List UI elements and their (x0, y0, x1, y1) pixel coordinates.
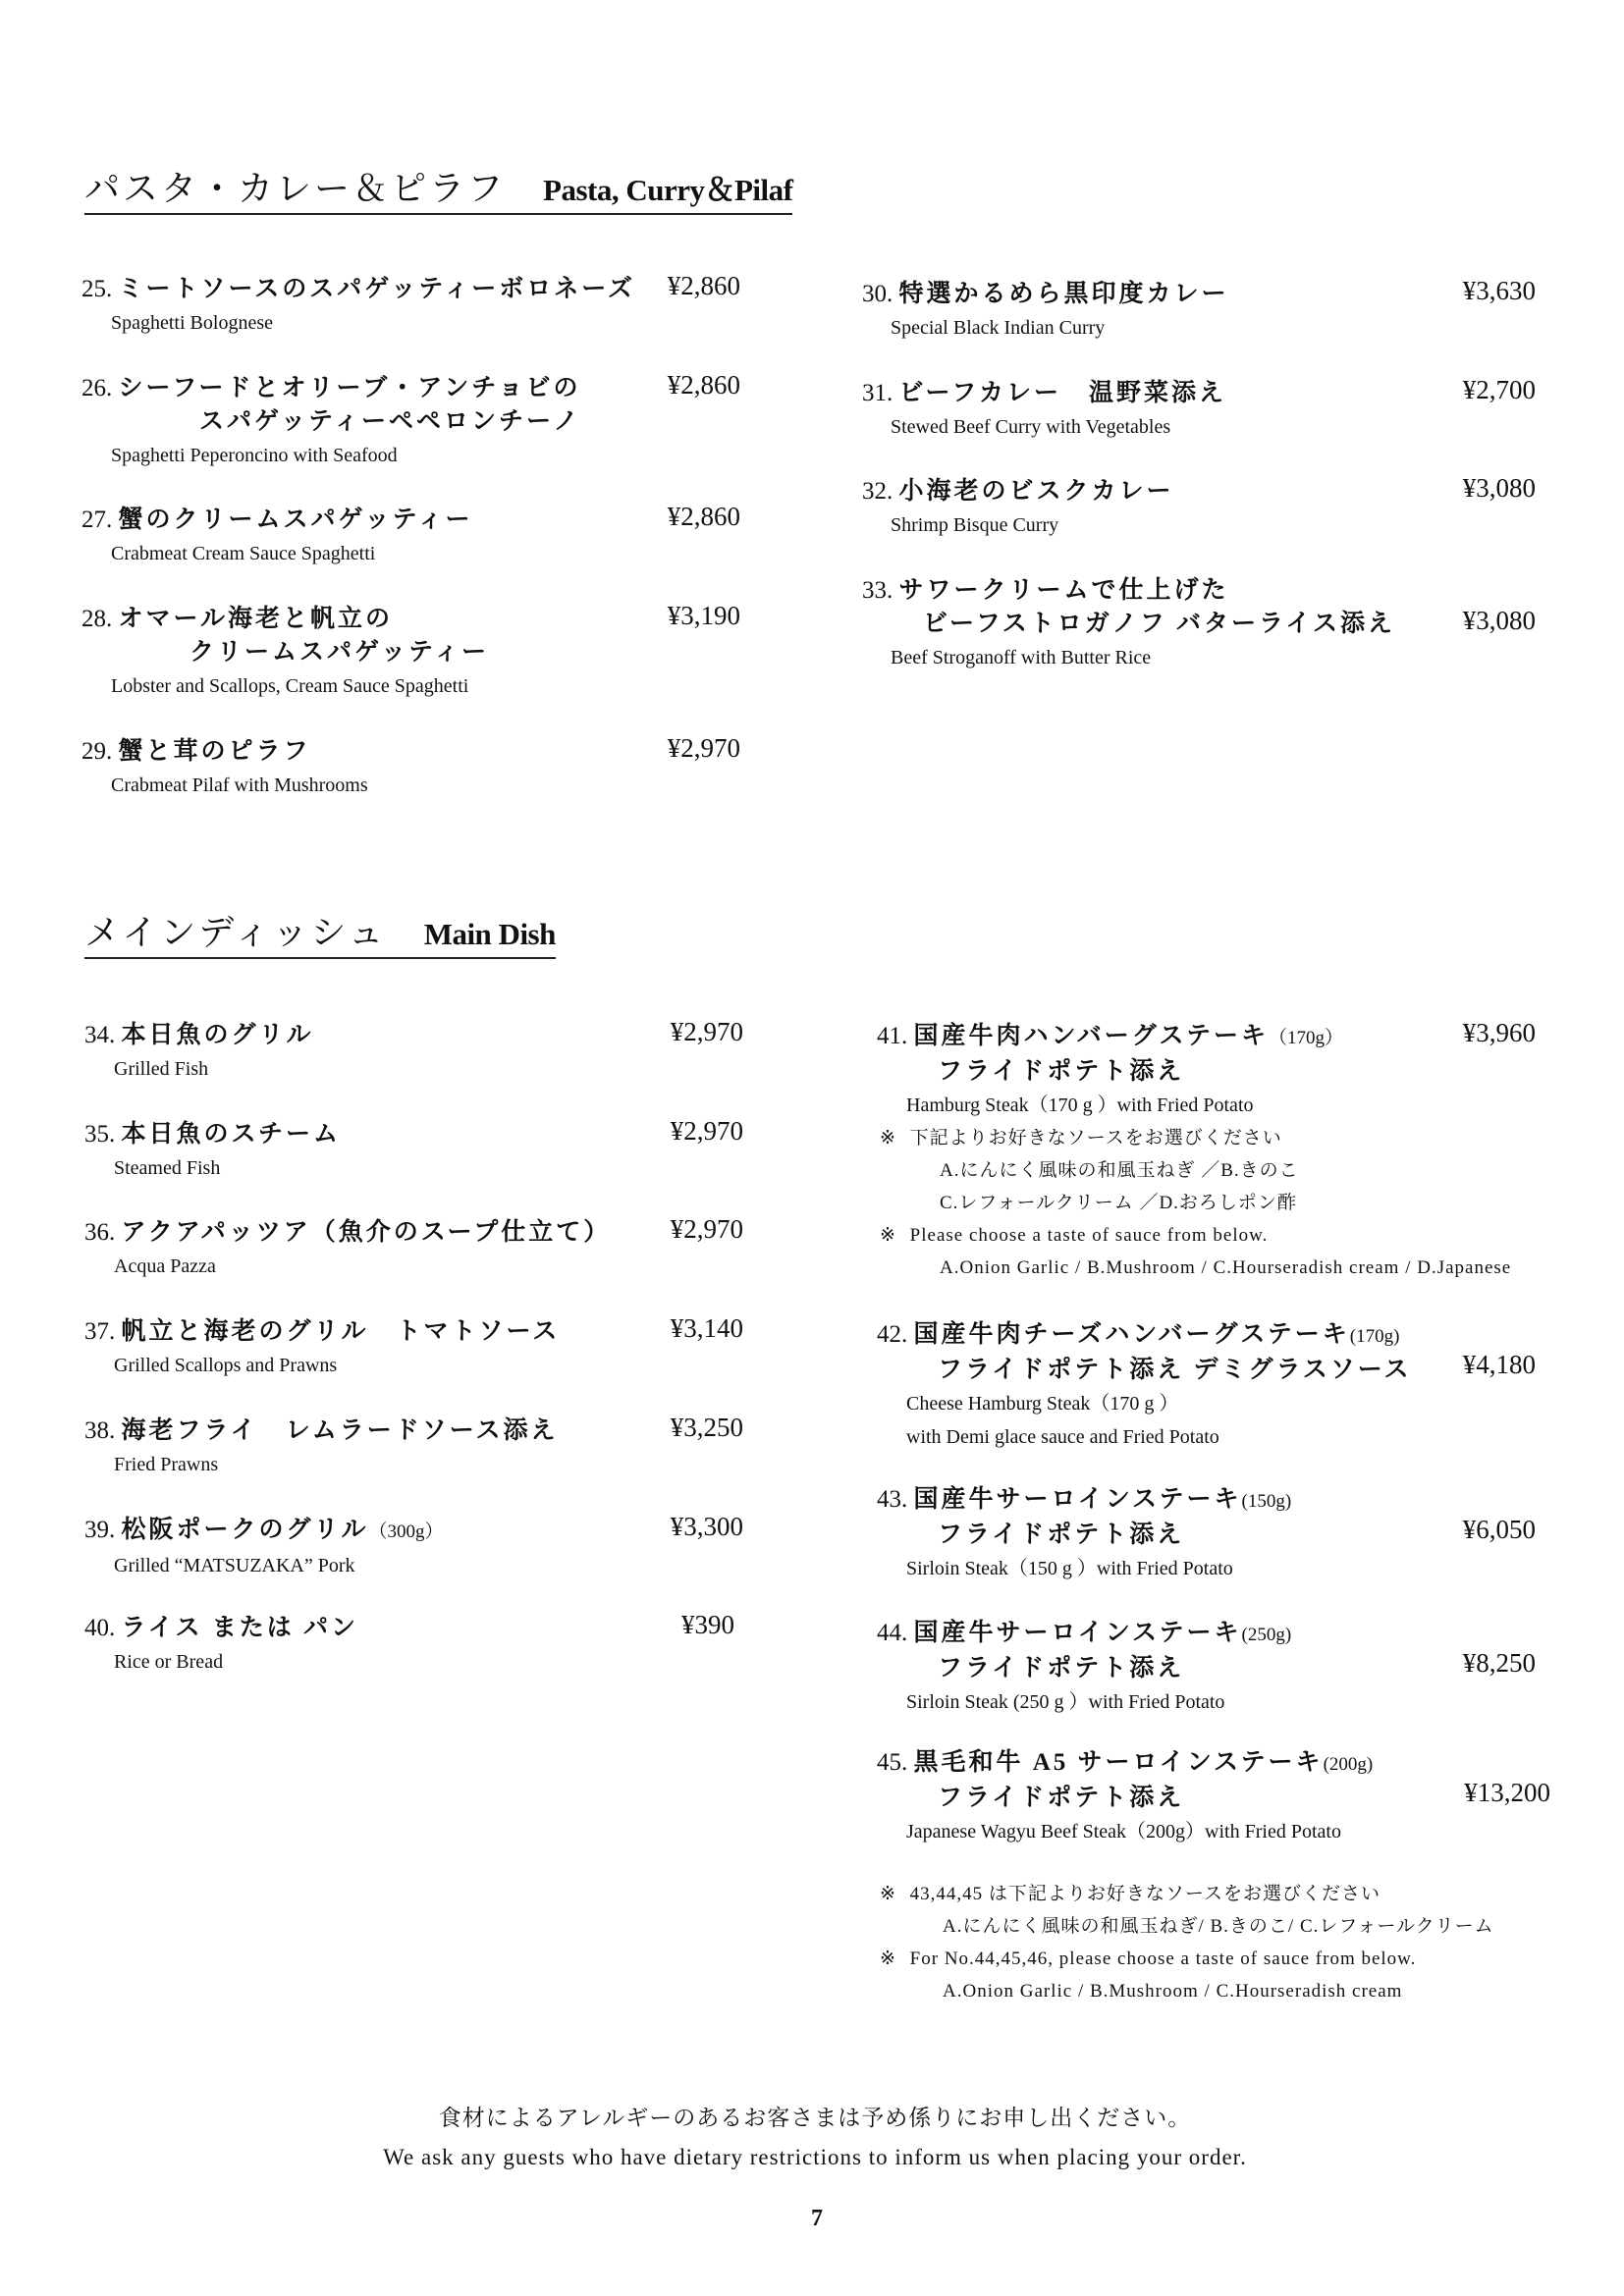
item-price: ¥2,970 (670, 1116, 743, 1146)
item-name-jp (877, 1617, 1291, 1652)
item-price: ¥3,080 (1462, 473, 1536, 503)
note-line (880, 1943, 1494, 1975)
item-size: (200g) (1323, 1754, 1374, 1775)
item-name-jp (84, 1514, 444, 1549)
item-name-line: 帆立と海老のグリル トマトソース (121, 1318, 561, 1345)
item-name-en: Beef Stroganoff with Butter Rice (891, 647, 1152, 668)
menu-item (81, 735, 368, 802)
item-number: 33. (862, 577, 899, 604)
item-price: ¥3,630 (1462, 276, 1536, 305)
section-title-jp: パスタ・カレー＆ピラフ (84, 169, 507, 208)
item-price: ¥2,860 (667, 271, 740, 300)
menu-item (84, 1612, 358, 1679)
note-line (880, 1878, 1494, 1910)
menu-item (81, 372, 581, 472)
item-price: ¥8,250 (1462, 1648, 1536, 1678)
item-name-en: Special Black Indian Curry (891, 317, 1106, 339)
item-name-line: 国産牛サーロインステーキ (913, 1486, 1242, 1513)
item-price: ¥13,200 (1464, 1778, 1550, 1807)
item-price: ¥2,970 (670, 1214, 743, 1244)
item-name-en: Rice or Bread (114, 1651, 224, 1673)
section-header-main (84, 905, 556, 959)
item-price: ¥3,960 (1462, 1018, 1536, 1047)
menu-item (81, 504, 473, 570)
item-name-line: ビーフカレー 温野菜添え (898, 380, 1227, 406)
item-name-jp (862, 475, 1174, 508)
menu-item (84, 1118, 341, 1185)
item-price: ¥3,140 (670, 1313, 743, 1343)
item-number: 30. (862, 281, 899, 307)
item-size: (250g) (1241, 1625, 1292, 1645)
allergy-notice (0, 2099, 1624, 2177)
item-name-en: Stewed Beef Curry with Vegetables (891, 416, 1171, 438)
section-title-en: Main Dish (423, 917, 556, 951)
item-number: 27. (81, 507, 119, 533)
item-sauce-options (880, 1122, 1511, 1284)
item-price: ¥3,190 (667, 601, 740, 630)
note-mark-icon: ※ (880, 1884, 902, 1904)
item-name-line: フライドポテト添え デミグラスソース (938, 1357, 1412, 1383)
item-name-line: 国産牛肉チーズハンバーグステーキ (913, 1321, 1350, 1348)
item-name-en: Cheese Hamburg Steak（170 g ） (906, 1393, 1179, 1415)
item-name-en: Shrimp Bisque Curry (891, 514, 1059, 536)
item-name-line: 蟹と茸のピラフ (118, 738, 311, 765)
note-text: Please choose a taste of sauce from below. (909, 1225, 1269, 1246)
item-size: (150g) (1241, 1491, 1292, 1512)
item-name-jp (81, 504, 473, 537)
menu-item (84, 1019, 314, 1086)
note-text: A.Onion Garlic / B.Mushroom / C.Hourseradish cream (943, 1981, 1403, 2002)
note-line (880, 1154, 1511, 1187)
item-number: 40. (84, 1615, 122, 1641)
menu-item (862, 377, 1226, 444)
note-text: 下記よりお好きなソースをお選びください (909, 1128, 1282, 1148)
item-price: ¥2,700 (1462, 375, 1536, 404)
item-name-line: フライドポテト添え (938, 1785, 1185, 1811)
item-name-en: Grilled “MATSUZAKA” Pork (114, 1555, 355, 1576)
item-name-jp (877, 1782, 1373, 1815)
item-name-line: フライドポテト添え (938, 1058, 1185, 1085)
item-name-line: サワークリームで仕上げた (898, 577, 1229, 604)
menu-item (877, 1318, 1412, 1454)
menu-item (877, 1483, 1291, 1585)
menu-item (84, 1415, 559, 1481)
item-name-jp (877, 1354, 1412, 1387)
menu-item (862, 278, 1229, 345)
item-name-jp (81, 735, 368, 769)
item-number: 31. (862, 380, 899, 406)
sauce-note (880, 1878, 1494, 2007)
section-title-jp: メインディッシュ (84, 913, 387, 952)
note-text: A.にんにく風味の和風玉ねぎ/ B.きのこ/ C.レフォールクリーム (943, 1916, 1494, 1937)
item-name-jp (877, 1020, 1511, 1055)
note-mark-icon: ※ (880, 1225, 902, 1246)
item-name-line: 松阪ポークのグリル (121, 1517, 369, 1543)
allergy-notice-en: We ask any guests who have dietary restrictions to inform us when placing your order. (383, 2145, 1247, 2169)
item-name-line: 黒毛和牛 A5 サーロインステーキ (913, 1749, 1324, 1776)
menu-item (877, 1617, 1291, 1719)
allergy-notice-jp: 食材によるアレルギーのあるお客さまは予め係りにお申し出ください。 (438, 2106, 1192, 2130)
item-name-line: 本日魚のグリル (121, 1022, 314, 1048)
item-name-en: Spaghetti Peperoncino with Seafood (111, 445, 398, 466)
item-name-jp (877, 1055, 1511, 1089)
item-name-line: 本日魚のスチーム (121, 1121, 342, 1148)
note-line (880, 1252, 1511, 1284)
item-name-line: ビーフストロガノフ バターライス添え (923, 611, 1396, 637)
item-name-line: クリームスパゲッティー (189, 639, 490, 666)
item-name-jp (84, 1019, 314, 1052)
item-number: 44. (877, 1620, 914, 1646)
item-number: 35. (84, 1121, 122, 1148)
menu-item (877, 1020, 1511, 1284)
section-title-en: Pasta, Curry＆Pilaf (543, 173, 793, 207)
item-price: ¥4,180 (1462, 1350, 1536, 1379)
note-line (880, 1187, 1511, 1219)
item-number: 42. (877, 1321, 914, 1348)
item-name-line: オマール海老と帆立の (118, 606, 394, 632)
item-name-line: 特選かるめら黒印度カレー (898, 281, 1229, 307)
note-text: A.にんにく風味の和風玉ねぎ ／B.きのこ (940, 1160, 1299, 1181)
item-name-en: Fried Prawns (114, 1454, 219, 1475)
item-size: （300g） (368, 1522, 444, 1542)
item-name-jp (84, 1118, 341, 1151)
item-number: 36. (84, 1219, 122, 1246)
item-name-jp (862, 278, 1229, 311)
item-name-jp (862, 377, 1226, 410)
item-price: ¥2,970 (670, 1017, 743, 1046)
item-number: 28. (81, 606, 119, 632)
item-name-en: Crabmeat Pilaf with Mushrooms (111, 774, 368, 796)
item-name-en: Grilled Scallops and Prawns (114, 1355, 338, 1376)
item-number: 45. (877, 1749, 914, 1776)
menu-item (84, 1514, 444, 1582)
item-number: 37. (84, 1318, 122, 1345)
item-name-line: ライス または パン (121, 1615, 359, 1641)
item-price: ¥3,300 (670, 1512, 743, 1541)
item-name-line: 国産牛サーロインステーキ (913, 1620, 1242, 1646)
item-number: 43. (877, 1486, 914, 1513)
item-name-jp (81, 405, 581, 439)
item-name-en: Sirloin Steak (250 g ）with Fried Potato (906, 1691, 1225, 1713)
item-name-line: アクアパッツア（魚介のスープ仕立て） (121, 1219, 612, 1246)
item-price: ¥2,970 (667, 733, 740, 763)
item-name-jp (81, 603, 489, 636)
page-number: 7 (811, 2206, 823, 2231)
item-number: 39. (84, 1517, 122, 1543)
note-text: 43,44,45 は下記よりお好きなソースをお選びください (909, 1884, 1380, 1904)
item-name-en: Hamburg Steak（170 g ）with Fried Potato (906, 1095, 1254, 1116)
item-name-line: 海老フライ レムラードソース添え (121, 1417, 559, 1444)
item-number: 29. (81, 738, 119, 765)
item-name-jp (81, 372, 581, 405)
item-number: 32. (862, 478, 899, 505)
item-name-line: 蟹のクリームスパゲッティー (118, 507, 473, 533)
menu-item (84, 1216, 611, 1283)
item-number: 38. (84, 1417, 122, 1444)
item-name-jp (877, 1519, 1291, 1552)
item-number: 26. (81, 375, 119, 401)
item-price: ¥2,860 (667, 370, 740, 400)
item-size: （170g） (1269, 1028, 1344, 1048)
note-line (880, 1975, 1494, 2007)
item-name-line: ミートソースのスパゲッティーボロネーズ (118, 276, 636, 302)
item-name-jp (81, 273, 635, 306)
note-text: C.レフォールクリーム ／D.おろしポン酢 (940, 1193, 1297, 1213)
item-name-en: Spaghetti Bolognese (111, 312, 273, 334)
item-number: 41. (877, 1023, 914, 1049)
item-size: (170g) (1349, 1326, 1400, 1347)
item-price: ¥6,050 (1462, 1515, 1536, 1544)
item-name-en: Grilled Fish (114, 1058, 209, 1080)
item-number: 34. (84, 1022, 122, 1048)
item-price: ¥2,860 (667, 502, 740, 531)
item-name-jp (877, 1652, 1291, 1685)
item-price: ¥3,080 (1462, 606, 1536, 635)
menu-item (84, 1315, 560, 1382)
menu-item (81, 603, 489, 703)
item-name-jp (862, 608, 1395, 641)
section-header-pasta (84, 161, 792, 215)
item-name-en: Lobster and Scallops, Cream Sauce Spaghetti (111, 675, 469, 697)
item-price: ¥3,250 (670, 1413, 743, 1442)
item-name-line: 小海老のビスクカレー (898, 478, 1174, 505)
item-name-line: スパゲッティーペペロンチーノ (199, 408, 581, 435)
menu-item (877, 1746, 1373, 1848)
item-name-en: Japanese Wagyu Beef Steak（200g）with Fried Potato (906, 1821, 1341, 1842)
item-name-jp (81, 636, 489, 669)
item-name-jp (877, 1318, 1412, 1354)
item-name-jp (84, 1612, 358, 1645)
item-price: ¥390 (681, 1610, 734, 1639)
item-name-jp (877, 1746, 1373, 1782)
item-name-jp (84, 1216, 611, 1250)
note-mark-icon: ※ (880, 1949, 902, 1969)
item-name-en: Acqua Pazza (114, 1255, 216, 1277)
note-line (880, 1122, 1511, 1154)
item-name-en: Crabmeat Cream Sauce Spaghetti (111, 543, 376, 564)
note-line (880, 1219, 1511, 1252)
item-name-jp (84, 1415, 559, 1448)
item-number: 25. (81, 276, 119, 302)
item-name-jp (877, 1483, 1291, 1519)
menu-item (862, 574, 1395, 674)
note-line (880, 1910, 1494, 1943)
note-text: A.Onion Garlic / B.Mushroom / C.Hourseradish cream / D.Japanese (940, 1257, 1512, 1278)
note-mark-icon: ※ (880, 1128, 902, 1148)
item-name-en: Steamed Fish (114, 1157, 221, 1179)
item-name-jp (862, 574, 1395, 608)
item-name-line: シーフードとオリーブ・アンチョビの (118, 375, 581, 401)
item-name-jp (84, 1315, 560, 1349)
menu-item (81, 273, 635, 340)
menu-item (862, 475, 1174, 542)
item-name-line: フライドポテト添え (938, 1655, 1185, 1682)
note-text: For No.44,45,46, please choose a taste of sauce from below. (909, 1949, 1417, 1969)
item-name-line: フライドポテト添え (938, 1522, 1185, 1548)
item-name-en: Sirloin Steak（150 g ）with Fried Potato (906, 1558, 1233, 1579)
item-name-en: with Demi glace sauce and Fried Potato (906, 1426, 1219, 1448)
item-name-line: 国産牛肉ハンバーグステーキ (913, 1023, 1270, 1049)
